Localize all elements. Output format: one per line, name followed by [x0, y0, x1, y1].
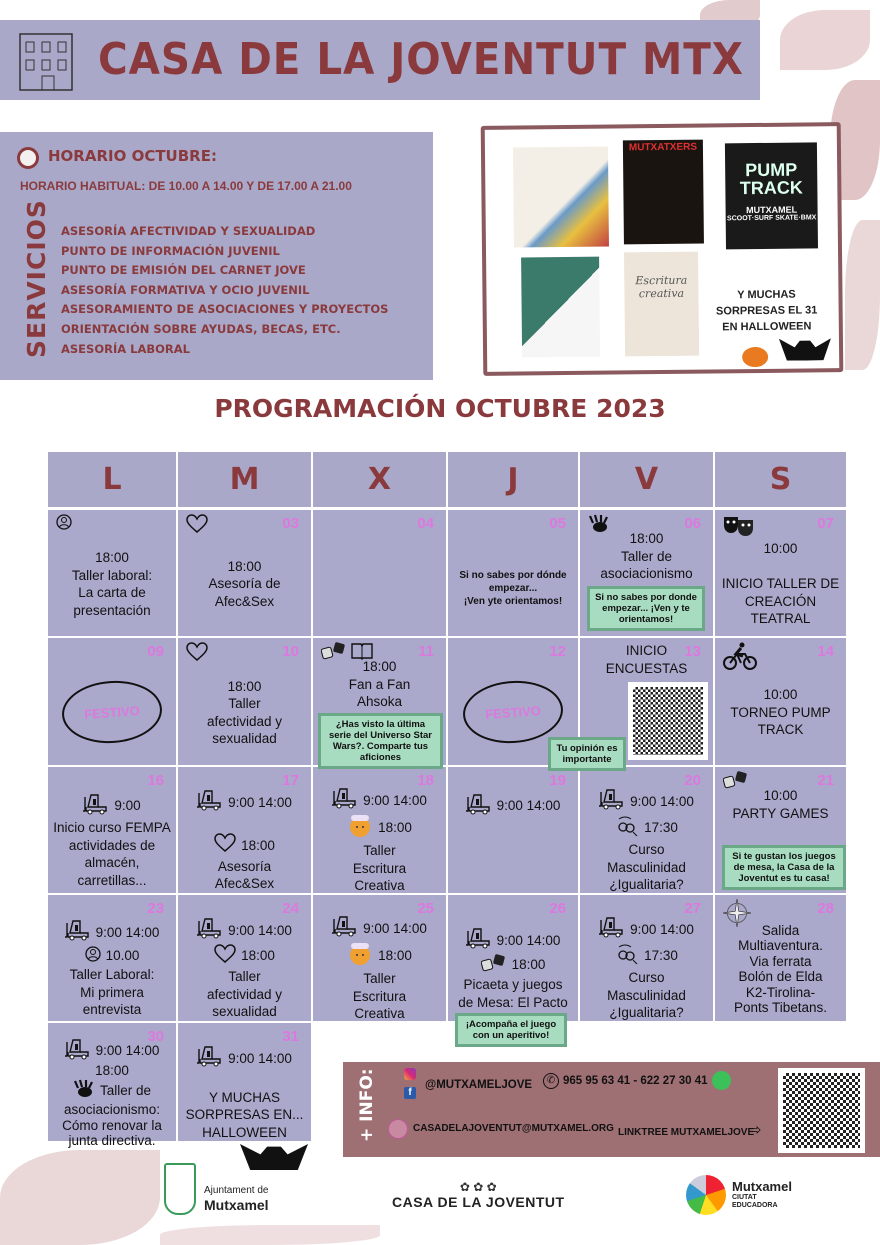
event-line: Fan a Fan: [348, 676, 411, 692]
instagram-icon[interactable]: [404, 1068, 416, 1080]
event-line: Taller Laboral:: [69, 967, 155, 983]
event-line: 9:00: [83, 793, 140, 820]
weekday-header-v: V: [580, 452, 715, 507]
program-title: PROGRAMACIÓN OCTUBRE 2023: [214, 394, 666, 423]
ajuntament-line1: Ajuntament de: [204, 1185, 269, 1196]
event-line: Masculinidad: [607, 859, 686, 875]
hand-colors-icon: [686, 1175, 726, 1215]
day-content: [180, 1023, 309, 1141]
calendar-day-16[interactable]: [48, 767, 178, 895]
poster-pumptrack: PUMP TRACK MUTXAMEL SCOOT·SURF SKATE·BMX: [725, 142, 818, 249]
service-item: ORIENTACIÓN SOBRE AYUDAS, BECAS, ETC.: [61, 321, 341, 336]
forklift-icon: [332, 787, 358, 814]
day-number: 30: [147, 1028, 164, 1045]
day-number: 05: [549, 515, 566, 532]
event-line: Creativa: [354, 878, 405, 894]
poster-emotional: [513, 147, 609, 248]
event-line: presentación: [73, 602, 151, 618]
info-label: + INFO:: [357, 1068, 377, 1142]
event-line: Asesoría de: [208, 576, 281, 592]
event-line: Taller laboral:: [71, 567, 153, 583]
day-number: 31: [282, 1028, 299, 1045]
event-line: actividades de: [68, 837, 156, 853]
calendar-day-23[interactable]: [48, 895, 178, 1023]
event-line: 9:00 14:00: [599, 788, 694, 815]
crest-icon: [164, 1163, 196, 1215]
calendar-day-30[interactable]: [48, 1023, 178, 1148]
email-icon: [388, 1119, 408, 1139]
event-line: Y MUCHAS: [208, 1089, 280, 1105]
event-line: 18:00: [481, 954, 546, 977]
day-content: [450, 510, 576, 636]
email-link[interactable]: CASADELAJOVENTUT@MUTXAMEL.ORG: [413, 1123, 614, 1134]
day-number: 28: [817, 900, 834, 917]
event-line: 9:00 14:00: [599, 916, 694, 943]
day-number: 03: [282, 515, 299, 532]
gender-icon: [615, 943, 639, 970]
phone-icon: ✆: [543, 1073, 559, 1089]
event-line: asociacionismo: [600, 566, 693, 581]
schedule-title: HORARIO OCTUBRE:: [48, 147, 217, 165]
event-line: 18:00: [227, 678, 262, 694]
hand-icon: [73, 1079, 95, 1103]
event-line: sexualidad: [212, 731, 277, 746]
calendar-day-7[interactable]: [715, 510, 848, 638]
weekday-header-x: X: [313, 452, 448, 507]
day-content: [50, 895, 174, 1021]
forklift-icon: [466, 793, 492, 820]
calendar-grid: [48, 452, 848, 1152]
forklift-icon: [83, 793, 109, 820]
calendar-day-14[interactable]: [715, 638, 848, 767]
forklift-icon: [65, 919, 91, 946]
service-item: ASESORÍA AFECTIVIDAD Y SEXUALIDAD: [61, 224, 316, 238]
day-number: 25: [417, 900, 434, 917]
schedule-hours: HORARIO HABITUAL: DE 10.00 A 14.00 Y DE 17.00 A 21.00: [20, 179, 352, 193]
linktree-link[interactable]: LINKTREE MUTXAMELJOVE: [618, 1127, 755, 1138]
weekday-header-l: L: [48, 452, 178, 507]
day-content: [450, 895, 576, 1021]
day-number: 21: [817, 772, 834, 789]
gender-icon: [615, 815, 639, 842]
event-line: Cómo renovar la: [62, 1117, 162, 1133]
event-line: asociacionismo:: [63, 1102, 161, 1117]
festivo-label: FESTIVO: [60, 677, 164, 746]
bat-icon: [779, 338, 831, 361]
event-line: de Mesa: El Pacto: [458, 994, 568, 1010]
day-number: 13: [684, 643, 701, 660]
day-number: 07: [817, 515, 834, 532]
event-line: Escritura: [352, 988, 407, 1004]
casa-joventut-logo: [392, 1180, 565, 1210]
forklift-icon: [65, 1038, 91, 1064]
forklift-icon: [197, 917, 223, 944]
note-callout: ¿Has visto la última serie del Universo Star Wars?. Comparte tus aficiones: [318, 713, 443, 769]
event-line: 9:00 14:00: [65, 919, 160, 946]
contact-bar: [343, 1062, 880, 1157]
event-line: entrevista: [82, 1002, 142, 1018]
service-item: PUNTO DE INFORMACIÓN JUVENIL: [61, 243, 280, 258]
survey-qr-code[interactable]: [628, 682, 708, 760]
day-content: [50, 767, 174, 893]
event-line: CREACIÓN TEATRAL: [744, 593, 817, 627]
event-line: 18:00: [629, 531, 664, 546]
header-banner: [0, 20, 760, 100]
service-item: ASESORÍA FORMATIVA Y OCIO JUVENIL: [61, 282, 310, 297]
event-line: Taller: [363, 843, 396, 859]
day-content: [180, 767, 309, 893]
calendar-day-9[interactable]: [48, 638, 178, 767]
event-line: Taller: [228, 696, 261, 711]
calendar-day-20[interactable]: [580, 767, 715, 895]
day-content: [50, 510, 174, 636]
building-icon: [12, 28, 82, 92]
pumpkin-icon: [742, 347, 768, 367]
day-content: [315, 767, 444, 893]
weekday-header-j: J: [448, 452, 580, 507]
event-line: ¿Igualitaria?: [609, 877, 684, 893]
event-line: PARTY GAMES: [732, 805, 829, 821]
calendar-day-4[interactable]: [313, 510, 448, 638]
event-line: 18:00: [347, 942, 412, 971]
event-line: Via ferrata: [749, 953, 812, 969]
event-line: Si no sabes por dónde: [459, 569, 567, 581]
event-line: K2-Tirolina-: [745, 984, 816, 1000]
event-line: 18:00: [362, 659, 397, 674]
whatsapp-icon[interactable]: [712, 1071, 731, 1090]
service-item: ASESORAMIENTO DE ASOCIACIONES Y PROYECTOS: [61, 302, 389, 317]
note-callout: Tu opinión es importante: [548, 737, 626, 771]
forklift-icon: [599, 916, 625, 943]
event-line: 10.00: [85, 946, 140, 967]
event-line: SORPRESAS EN...: [185, 1107, 304, 1122]
event-line: Taller de: [73, 1079, 151, 1103]
poster-collage: [481, 122, 844, 376]
day-number: 10: [282, 643, 299, 660]
halloween-surprise-text: Y MUCHAS SORPRESAS EL 31 EN HALLOWEEN: [715, 288, 818, 334]
event-line: INICIO TALLER DE: [721, 576, 840, 592]
info-panel: [0, 132, 433, 380]
event-line: afectividad y: [206, 713, 283, 729]
note-callout: ¡Acompaña el juego con un aperitivo!: [455, 1013, 567, 1047]
service-item: PUNTO DE EMISIÓN DEL CARNET JOVE: [61, 263, 306, 278]
day-content: [180, 638, 309, 765]
calendar-day-10[interactable]: [178, 638, 313, 767]
event-line: Curso: [628, 970, 665, 986]
event-line: Taller: [363, 971, 396, 987]
poster-escritura: Escritura creativa: [624, 252, 699, 357]
event-line: 9:00 14:00: [332, 915, 427, 942]
poster-training: [521, 257, 600, 358]
clock-icon: [17, 147, 39, 169]
event-line: Ahsoka: [356, 694, 403, 709]
event-line: Mi primera: [80, 984, 144, 1000]
weekday-header-s: S: [715, 452, 848, 507]
day-content: [315, 895, 444, 1021]
calendar-day-26[interactable]: [448, 895, 580, 1023]
heart-icon: [214, 833, 236, 858]
event-line: 17:30: [615, 815, 678, 842]
ciutat-line2: CIUTAT: [732, 1194, 757, 1201]
day-number: 18: [417, 772, 434, 789]
day-number: 16: [147, 772, 164, 789]
day-content: [717, 895, 844, 1021]
event-line: 9:00 14:00: [466, 927, 561, 954]
event-line: 10:00: [763, 687, 798, 703]
event-line: 9:00 14:00: [466, 793, 561, 820]
event-line: Creativa: [354, 1006, 405, 1022]
event-line: 9:00 14:00: [197, 917, 292, 944]
qr-code[interactable]: [778, 1068, 865, 1153]
day-number: 27: [684, 900, 701, 917]
page-title: CASA DE LA JOVENTUT MTX: [98, 34, 744, 85]
event-line: 18:00: [214, 944, 275, 969]
ciutat-line1: Mutxamel: [732, 1179, 792, 1194]
calendar-day-5[interactable]: [448, 510, 580, 638]
event-line: Masculinidad: [607, 987, 686, 1003]
pencil-icon: [347, 942, 373, 971]
event-line: Inicio curso FEMPA: [53, 820, 171, 836]
ajuntament-line2: Mutxamel: [204, 1197, 269, 1213]
weekday-header-m: M: [178, 452, 313, 507]
calendar-day-18[interactable]: [313, 767, 448, 895]
ajuntament-logo: [162, 1163, 282, 1218]
dice-icon: [481, 954, 507, 977]
event-line: Escritura: [352, 860, 407, 876]
event-line: ENCUESTAS: [605, 660, 688, 676]
day-number: 14: [817, 643, 834, 660]
heart-icon: [214, 944, 236, 969]
calendar-day-3[interactable]: [178, 510, 313, 638]
arrow-right-icon: ⇨: [748, 1122, 762, 1139]
services-label: SERVICIOS: [22, 199, 51, 358]
calendar-day-27[interactable]: [580, 895, 715, 1023]
event-line: Picaeta y juegos: [463, 977, 563, 992]
forklift-icon: [599, 788, 625, 815]
day-number: 09: [147, 643, 164, 660]
event-line: 18:00: [347, 814, 412, 843]
event-line: junta directiva.: [68, 1133, 156, 1148]
casa-logo-text: CASA DE LA JOVENTUT: [392, 1194, 565, 1210]
person-icon: [85, 946, 101, 967]
event-line: Salida: [761, 922, 800, 938]
event-line: Afec&Sex: [214, 593, 275, 609]
forklift-icon: [466, 927, 492, 954]
event-line: almacén,: [84, 855, 140, 871]
forklift-icon: [332, 915, 358, 942]
event-line: Asesoría: [217, 858, 272, 874]
day-content: [582, 895, 711, 1021]
day-number: 23: [147, 900, 164, 917]
calendar-day-28[interactable]: [715, 895, 848, 1023]
calendar-day-19[interactable]: [448, 767, 580, 895]
event-line: empezar...: [488, 582, 538, 594]
event-line: 9:00 14:00: [197, 789, 292, 816]
day-content: [50, 1023, 174, 1148]
social-handle[interactable]: @MUTXAMELJOVE: [425, 1079, 533, 1091]
event-line: sexualidad: [212, 1004, 277, 1020]
festivo-label: FESTIVO: [461, 677, 565, 746]
day-content: [450, 767, 576, 893]
phone-numbers[interactable]: 965 95 63 41 - 622 27 30 41: [563, 1074, 708, 1087]
event-line: Bolón de Elda: [738, 969, 823, 984]
event-line: 17:30: [615, 943, 678, 970]
forklift-icon: [197, 789, 223, 816]
day-content: [582, 767, 711, 893]
ciutat-line3: EDUCADORA: [732, 1202, 778, 1209]
day-number: 06: [684, 515, 701, 532]
event-line: 9:00 14:00: [197, 1045, 292, 1072]
flowers-icon: ✿ ✿ ✿: [459, 1180, 497, 1194]
event-line: TORNEO PUMP: [730, 704, 831, 720]
day-content: [50, 638, 174, 765]
event-line: Taller de: [620, 548, 673, 564]
day-content: [180, 510, 309, 636]
day-content: [717, 510, 844, 636]
day-number: 24: [282, 900, 299, 917]
day-content: [180, 895, 309, 1021]
day-number: 20: [684, 772, 701, 789]
event-line: Ponts Tibetans.: [733, 1000, 828, 1015]
calendar-day-2[interactable]: [48, 510, 178, 638]
event-line: afectividad y: [206, 986, 283, 1002]
event-line: HALLOWEEN: [202, 1124, 287, 1140]
day-number: 12: [549, 643, 566, 660]
day-number: 17: [282, 772, 299, 789]
services-list: [61, 222, 388, 359]
day-number: 26: [549, 900, 566, 917]
day-content: [315, 510, 444, 636]
facebook-icon[interactable]: f: [404, 1087, 416, 1099]
event-line: Multiaventura.: [738, 938, 823, 953]
service-item: ASESORÍA LABORAL: [61, 341, 190, 356]
day-content: [717, 638, 844, 765]
event-line: Taller: [228, 969, 261, 985]
event-line: 10:00: [763, 788, 798, 803]
event-line: 18:00: [95, 550, 129, 565]
event-line: 18:00: [95, 1063, 129, 1078]
ciutat-educadora-logo: [686, 1173, 806, 1218]
event-line: 18:00: [227, 558, 262, 574]
calendar-day-17[interactable]: [178, 767, 313, 895]
event-line: ¡Ven yte orientamos!: [463, 595, 563, 607]
event-line: carretillas...: [77, 872, 147, 888]
event-line: La carta de: [78, 585, 146, 600]
calendar-day-24[interactable]: [178, 895, 313, 1023]
event-line: Afec&Sex: [214, 876, 275, 892]
event-line: INICIO: [625, 643, 668, 658]
day-number: 19: [549, 772, 566, 789]
note-callout: Si no sabes por donde empezar... ¡Ven y te orientamos!: [587, 586, 705, 631]
event-line: Curso: [628, 842, 665, 858]
forklift-icon: [197, 1045, 223, 1072]
day-number: 11: [418, 643, 434, 660]
event-line: 18:00: [214, 833, 275, 858]
event-line: 9:00 14:00: [65, 1038, 160, 1064]
pencil-icon: [347, 814, 373, 843]
poster-mutxatxers: MUTXATXERS: [623, 140, 704, 245]
note-callout: Si te gustan los juegos de mesa, la Casa de la Joventut es tu casa!: [722, 845, 846, 890]
event-line: 10:00: [763, 541, 798, 557]
calendar-day-25[interactable]: [313, 895, 448, 1023]
event-line: TRACK: [757, 722, 804, 738]
event-line: ¿Igualitaria?: [609, 1005, 684, 1021]
day-number: 04: [417, 515, 434, 532]
event-line: 9:00 14:00: [332, 787, 427, 814]
calendar-day-31[interactable]: [178, 1023, 313, 1143]
phone-row: [543, 1071, 731, 1090]
